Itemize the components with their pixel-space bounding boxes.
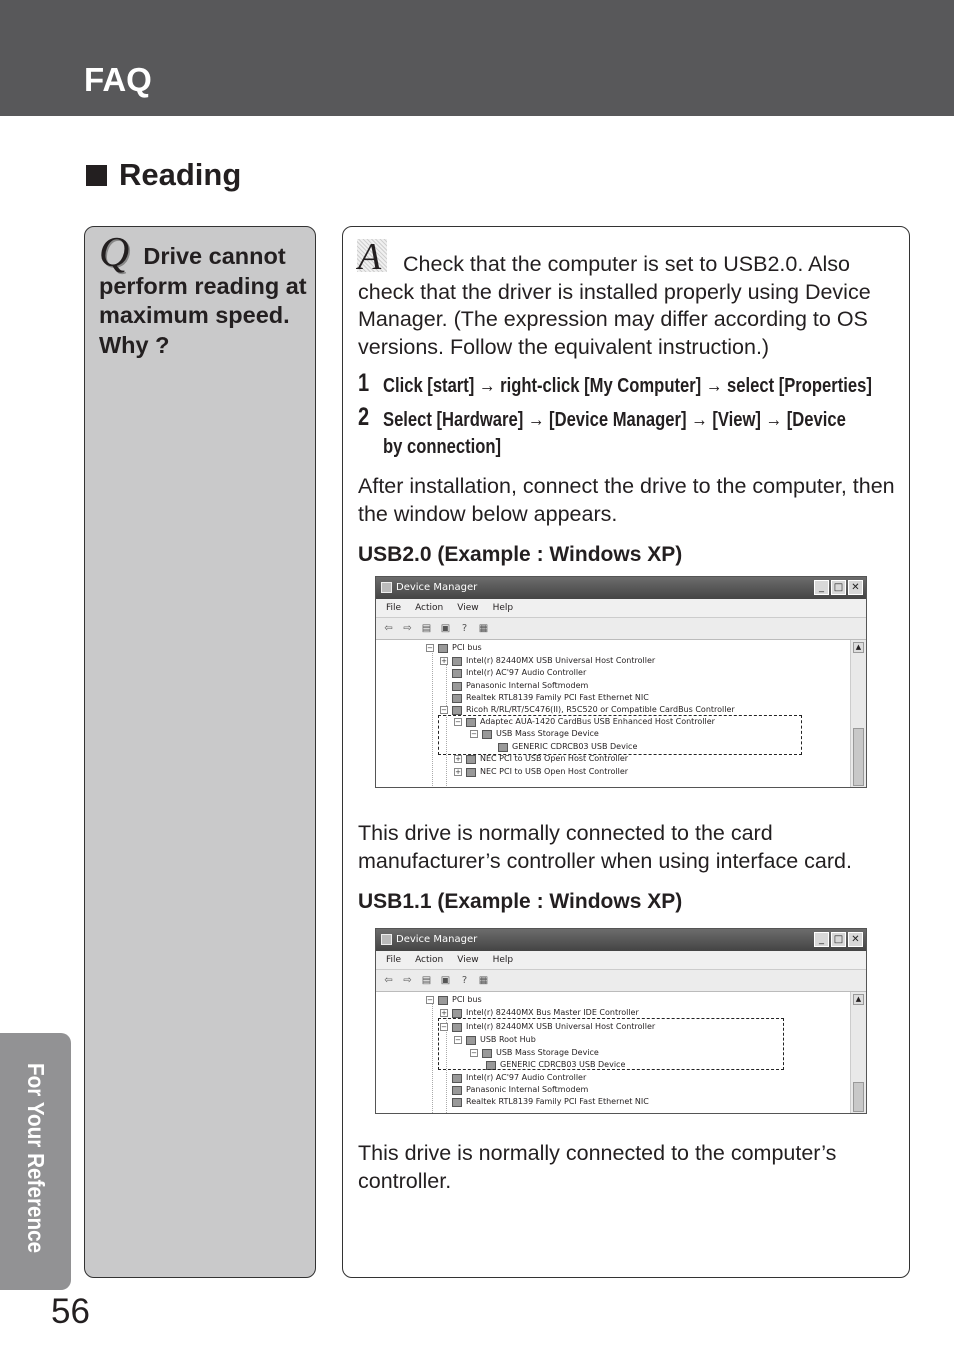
scroll-up-icon[interactable]: ▲ (853, 642, 864, 653)
scroll-up-icon[interactable]: ▲ (853, 994, 864, 1005)
menu-help[interactable]: Help (492, 955, 514, 965)
tree-row[interactable]: Realtek RTL8139 Family PCI Fast Ethernet NIC (452, 1096, 649, 1108)
expand-icon[interactable]: + (455, 755, 461, 763)
collapse-icon[interactable]: − (455, 1036, 461, 1044)
usb-controller-icon (466, 755, 476, 764)
menu-action[interactable]: Action (415, 955, 444, 965)
device-manager-icon (381, 934, 392, 945)
tree-row[interactable]: − USB Root Hub (455, 1035, 536, 1044)
step-text-1: Click [start] → right-click [My Computer] → select [Properties] (383, 375, 872, 397)
step-text-2-line1: Select [Hardware] → [Device Manager] → [View] → [Device (383, 409, 846, 431)
usb-controller-icon (466, 768, 476, 777)
close-button[interactable]: ✕ (848, 580, 863, 595)
window-title: Device Manager (396, 934, 478, 945)
question-box (84, 226, 316, 1278)
menu-action[interactable]: Action (415, 603, 444, 613)
close-button[interactable]: ✕ (848, 932, 863, 947)
usb20-note: This drive is normally connected to the card manufacturer’s controller when using interface card. (358, 821, 852, 873)
collapse-icon[interactable]: − (455, 718, 461, 726)
forward-arrow-icon[interactable]: ⇨ (403, 623, 412, 634)
help-icon[interactable]: ? (461, 975, 468, 986)
forward-arrow-icon[interactable]: ⇨ (403, 975, 412, 986)
network-icon (452, 1098, 462, 1107)
properties-icon[interactable]: ▤ (421, 975, 432, 986)
tree-row[interactable]: − USB Mass Storage Device (471, 1048, 599, 1057)
help-icon[interactable]: ? (461, 623, 468, 634)
scan-hardware-icon[interactable]: ▦ (478, 975, 489, 986)
tree-row[interactable]: Realtek RTL8139 Family PCI Fast Ethernet NIC (452, 692, 649, 704)
tree-row[interactable]: − Ricoh R/RL/RT/5C476(II), R5C520 or Compatible CardBus Controller (441, 705, 735, 714)
audio-icon (452, 669, 462, 678)
tree-row[interactable]: + Intel(r) 82440MX Bus Master IDE Controller (441, 1008, 639, 1017)
expand-icon[interactable]: + (441, 657, 447, 665)
minimize-button[interactable]: _ (814, 932, 829, 947)
menu-bar (376, 951, 866, 970)
collapse-icon[interactable]: − (427, 996, 433, 1004)
menu-file[interactable]: File (386, 955, 402, 965)
tree-row[interactable]: − USB Mass Storage Device (471, 729, 599, 738)
usb11-heading: USB1.1 (Example : Windows XP) (358, 890, 683, 913)
answer-box (342, 226, 910, 1278)
section-title: Reading (119, 157, 242, 192)
window-titlebar (376, 577, 866, 599)
tree-row[interactable]: GENERIC CDRCB03 USB Device (486, 1059, 625, 1071)
collapse-icon[interactable]: − (471, 1049, 477, 1057)
after-install-text: After installation, connect the drive to the computer, then the window below appears. (358, 474, 895, 526)
device-tree (376, 992, 852, 1113)
collapse-icon[interactable]: − (427, 644, 433, 652)
properties-icon[interactable]: ▤ (421, 623, 432, 634)
tree-row[interactable]: − PCI bus (427, 995, 482, 1004)
device-tree (376, 640, 852, 787)
header-title: FAQ (84, 61, 152, 98)
step-text-2-line2: by connection] (383, 436, 502, 458)
modem-icon (452, 1086, 462, 1095)
step-number-1: 1 (358, 369, 370, 397)
highlight-dashed-box (438, 1018, 784, 1070)
device-manager-screenshot-usb11 (375, 928, 867, 1114)
section-heading (86, 157, 241, 193)
usb-controller-icon (452, 657, 462, 666)
tree-row[interactable]: Intel(r) AC'97 Audio Controller (452, 1072, 586, 1084)
collapse-icon[interactable]: − (471, 730, 477, 738)
back-arrow-icon[interactable]: ⇦ (384, 623, 393, 634)
ide-controller-icon (452, 1009, 462, 1018)
back-arrow-icon[interactable]: ⇦ (384, 975, 393, 986)
scrollbar-thumb[interactable] (853, 1082, 864, 1112)
side-tab-label: For Your Reference (23, 1063, 49, 1254)
collapse-icon[interactable]: − (441, 706, 447, 714)
pci-bus-icon (438, 644, 448, 653)
collapse-icon[interactable]: − (441, 1023, 447, 1031)
answer-intro: Check that the computer is set to USB2.0. Also check that the driver is installed properly using Device Manager. (The expression may differ according to OS versions. Follow the equivalent instruction.) (358, 252, 871, 359)
tree-row[interactable]: − Adaptec AUA-1420 CardBus USB Enhanced Host Controller (455, 717, 715, 726)
highlight-dashed-box (438, 715, 802, 755)
pci-bus-icon (438, 996, 448, 1005)
window-titlebar (376, 929, 866, 951)
tree-row[interactable]: Panasonic Internal Softmodem (452, 680, 588, 692)
question-letter-icon: Q (99, 230, 130, 276)
menu-help[interactable]: Help (492, 603, 514, 613)
minimize-button[interactable]: _ (814, 580, 829, 595)
usb11-note: This drive is normally connected to the computer’s controller. (358, 1141, 837, 1193)
expand-icon[interactable]: + (455, 768, 461, 776)
cardbus-icon (452, 706, 462, 715)
maximize-button[interactable]: □ (831, 932, 846, 947)
print-icon[interactable]: ▣ (440, 623, 451, 634)
tree-row[interactable]: − PCI bus (427, 643, 482, 652)
tree-row[interactable]: Panasonic Internal Softmodem (452, 1084, 588, 1096)
expand-icon[interactable]: + (441, 1009, 447, 1017)
maximize-button[interactable]: □ (831, 580, 846, 595)
toolbar (376, 970, 866, 992)
vertical-scrollbar[interactable] (850, 640, 866, 787)
usb20-heading: USB2.0 (Example : Windows XP) (358, 543, 683, 566)
tree-row[interactable]: + NEC PCI to USB Open Host Controller (455, 767, 629, 776)
menu-view[interactable]: View (457, 603, 479, 613)
network-icon (452, 694, 462, 703)
tree-row[interactable]: + NEC PCI to USB Open Host Controller (455, 754, 629, 763)
question-text-block (99, 230, 309, 360)
answer-letter: A (358, 236, 382, 278)
window-title: Device Manager (396, 582, 478, 593)
scan-hardware-icon[interactable]: ▦ (478, 623, 489, 634)
header-bar (0, 0, 954, 116)
tree-row[interactable]: Intel(r) AC'97 Audio Controller (452, 667, 586, 679)
device-manager-screenshot-usb20 (375, 576, 867, 788)
menu-view[interactable]: View (457, 955, 479, 965)
step-number-2: 2 (358, 403, 370, 431)
scrollbar-thumb[interactable] (853, 728, 864, 786)
audio-icon (452, 1074, 462, 1083)
print-icon[interactable]: ▣ (440, 975, 451, 986)
vertical-scrollbar[interactable] (850, 992, 866, 1113)
page-number: 56 (51, 1292, 90, 1331)
modem-icon (452, 682, 462, 691)
menu-bar (376, 599, 866, 618)
toolbar (376, 618, 866, 640)
tree-row[interactable]: + Intel(r) 82440MX USB Universal Host Controller (441, 656, 656, 665)
device-manager-icon (381, 582, 392, 593)
tree-row[interactable]: − Intel(r) 82440MX USB Universal Host Controller (441, 1022, 656, 1031)
menu-file[interactable]: File (386, 603, 402, 613)
side-tab (0, 1033, 71, 1290)
tree-row[interactable]: GENERIC CDRCB03 USB Device (498, 741, 637, 753)
square-bullet-icon (86, 165, 107, 186)
question-text: Drive cannot perform reading at maximum speed. Why ? (99, 243, 307, 358)
